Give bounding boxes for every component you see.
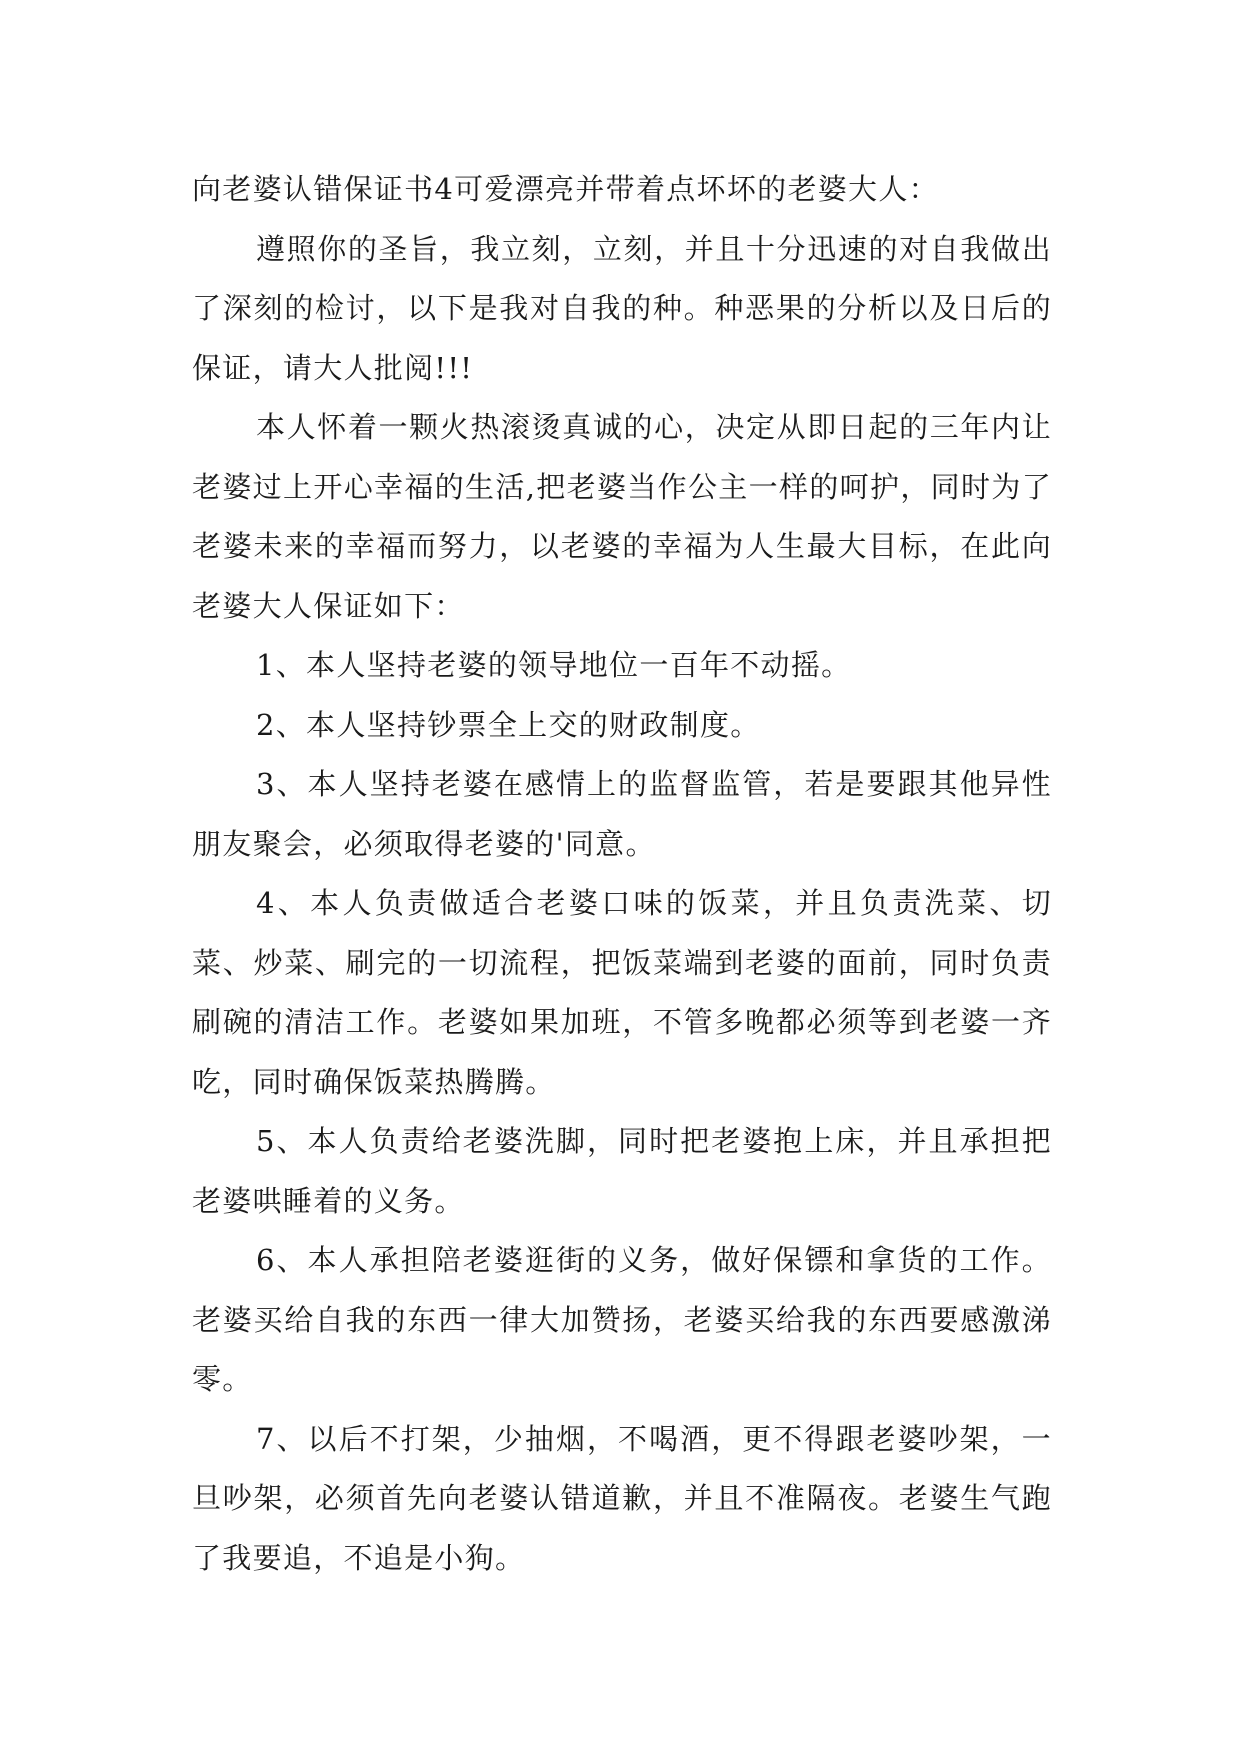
pledge-item-6: 6、本人承担陪老婆逛街的义务，做好保镖和拿货的工作。老婆买给自我的东西一律大加赞扬，老婆买给我的东西要感激涕零。 (192, 1243, 1052, 1396)
opening-line: 向老婆认错保证书4可爱漂亮并带着点坏坏的老婆大人： (192, 172, 939, 206)
pledge-item-2: 2、本人坚持钞票全上交的财政制度。 (256, 707, 761, 742)
pledge-item-5: 5、本人负责给老婆洗脚，同时把老婆抱上床，并且承担把老婆哄睡着的义务。 (192, 1124, 1052, 1218)
pledge-item-1: 1、本人坚持老婆的领导地位一百年不动摇。 (256, 648, 852, 682)
pledge-item-4: 4、本人负责做适合老婆口味的饭菜，并且负责洗菜、切菜、炒菜、刷完的一切流程，把饭菜端到老婆的面前，同时负责刷碗的清洁工作。老婆如果加班，不管多晚都必须等到老婆一齐吃，同时确保饭菜热腾腾。 (192, 886, 1052, 1099)
document-body (192, 160, 1052, 1588)
paragraph-intro: 遵照你的圣旨，我立刻，立刻，并且十分迅速的对自我做出了深刻的检讨，以下是我对自我的种。种恶果的分析以及日后的保证，请大人批阅!!! (192, 231, 1052, 385)
paragraph-pledge: 本人怀着一颗火热滚烫真诚的心，决定从即日起的三年内让老婆过上开心幸福的生活,把老婆当作公主一样的呵护，同时为了老婆未来的幸福而努力，以老婆的幸福为人生最大目标，在此向老婆大人保证如下： (192, 410, 1052, 623)
pledge-item-3: 3、本人坚持老婆在感情上的监督监管，若是要跟其他异性朋友聚会，必须取得老婆的'同意。 (192, 767, 1052, 861)
pledge-item-7: 7、以后不打架，少抽烟，不喝酒，更不得跟老婆吵架，一旦吵架，必须首先向老婆认错道歉，并且不准隔夜。老婆生气跑了我要追，不追是小狗。 (192, 1421, 1052, 1575)
